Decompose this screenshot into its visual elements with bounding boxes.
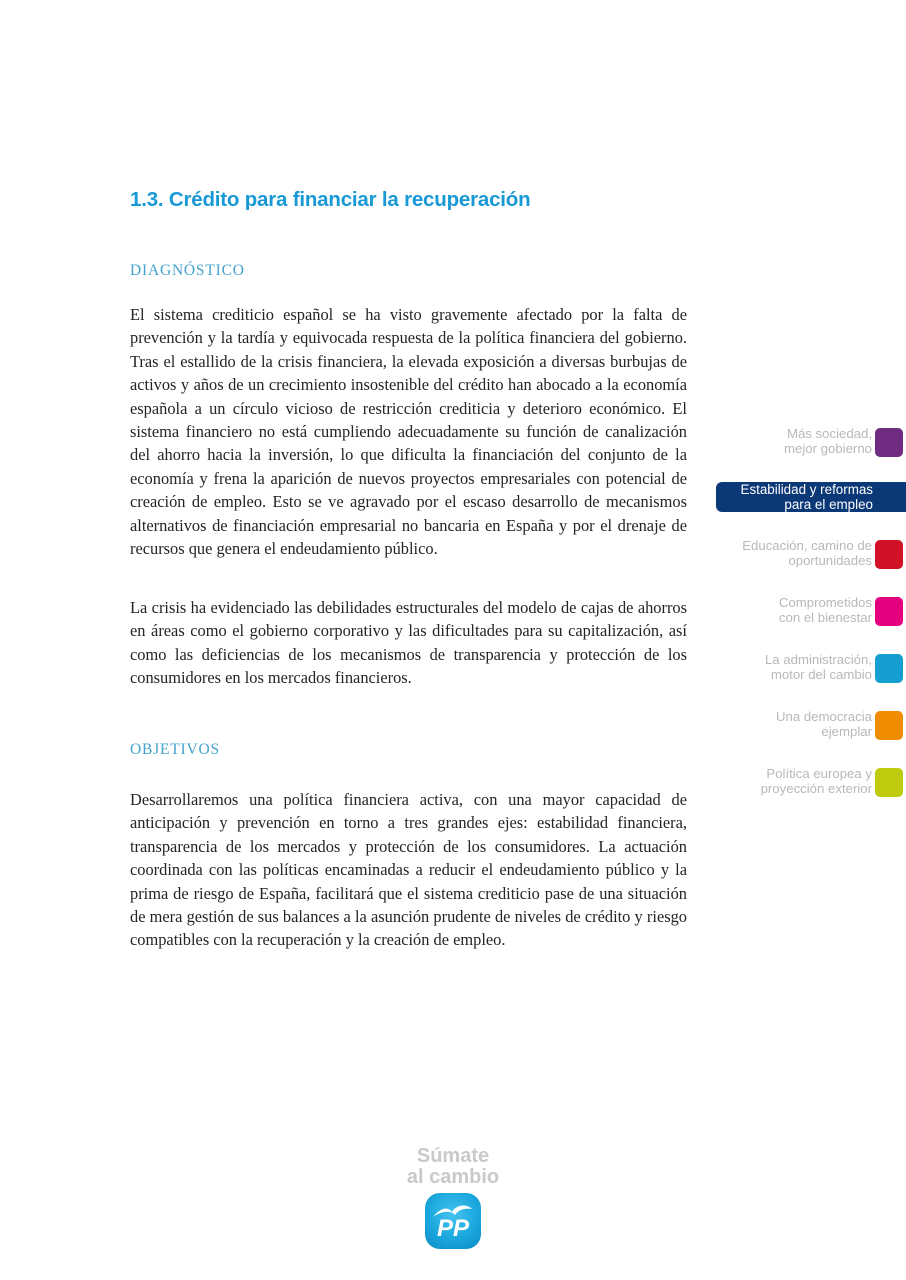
sidebar-item-label: La administración, motor del cambio (764, 652, 872, 682)
chapter-color-swatch (875, 768, 903, 797)
sidebar-item-democracia[interactable] (776, 710, 906, 740)
section-heading-diagnostico: DIAGNÓSTICO (130, 262, 245, 279)
sidebar-item-label: Comprometidos con el bienestar (778, 595, 872, 625)
chapter-color-swatch (875, 597, 903, 626)
sidebar-item-label: Una democracia ejemplar (775, 709, 872, 739)
sidebar-item-bienestar[interactable] (779, 596, 906, 626)
sidebar-item-educacion[interactable] (742, 539, 906, 569)
chapter-color-swatch (875, 540, 903, 569)
sidebar-item-mas-sociedad[interactable] (784, 427, 906, 457)
sidebar-item-label: Política europea y proyección exterior (760, 766, 872, 796)
chapter-color-swatch (875, 428, 903, 457)
campaign-slogan: Súmate al cambio (406, 1145, 500, 1188)
logo-letters: PP (436, 1215, 470, 1242)
paragraph-diagnostico-1: El sistema crediticio español se ha visto gravemente afectado por la falta de prevención y la tardía y equivocada respuesta de la política financiera del gobierno. Tras el estallido de la crisis financiera, la elevada exposición a diversas burbujas de activos y años de un crecimiento insostenible del crédito han abocado a la economía española a un círculo vicioso de restricción crediticia y deterioro económico. El sistema financiero no está cumpliendo adecuadamente su función de canalización del ahorro hacia la inversión, lo que dificulta la financiación del conjunto de la economía y frena la aparición de nuevos proyectos empresariales con potencial de creación de empleo. Esto se ve agravado por el escaso desarrollo de mecanismos alternativos de financiación empresarial no bancaria en España y por el drenaje de recursos que genera el endeudamiento público. (130, 305, 687, 559)
chapter-color-swatch (875, 711, 903, 740)
sidebar-item-label: Estabilidad y reformas para el empleo (740, 482, 873, 512)
sidebar-item-politica-europea[interactable] (761, 767, 906, 797)
paragraph-objetivos-1: Desarrollaremos una política financiera activa, con una mayor capacidad de anticipación y prevención en torno a tres grandes ejes: estabilidad financiera, transparencia de los mercados y protección de los consumidores. La actuación coordinada con las políticas encaminadas a reducir el endeudamiento público y la prima de riesgo de España, facilitará que el sistema crediticio pase de una situación de mera gestión de sus balances a la asunción prudente de niveles de crédito y riesgo compatibles con la recuperación y la creación de empleo. (130, 790, 687, 950)
paragraph-diagnostico-2: La crisis ha evidenciado las debilidades estructurales del modelo de cajas de ahorros en áreas como el gobierno corporativo y las dificultades para su capitalización, así como las deficiencias de los mecanismos de transparencia y protección de los consumidores en los mercados financieros. (130, 598, 687, 688)
sidebar-item-label: Educación, camino de oportunidades (742, 538, 872, 568)
pp-logo (424, 1192, 482, 1250)
sidebar-item-label: Más sociedad, mejor gobierno (784, 426, 872, 456)
chapter-color-swatch (875, 654, 903, 683)
section-heading-objetivos: OBJETIVOS (130, 741, 220, 758)
sidebar-item-administracion[interactable] (765, 653, 906, 683)
page-title: 1.3. Crédito para financiar la recuperación (130, 188, 531, 211)
pp-logo-graphic (424, 1192, 482, 1250)
sidebar-item-estabilidad-active[interactable] (716, 482, 906, 512)
